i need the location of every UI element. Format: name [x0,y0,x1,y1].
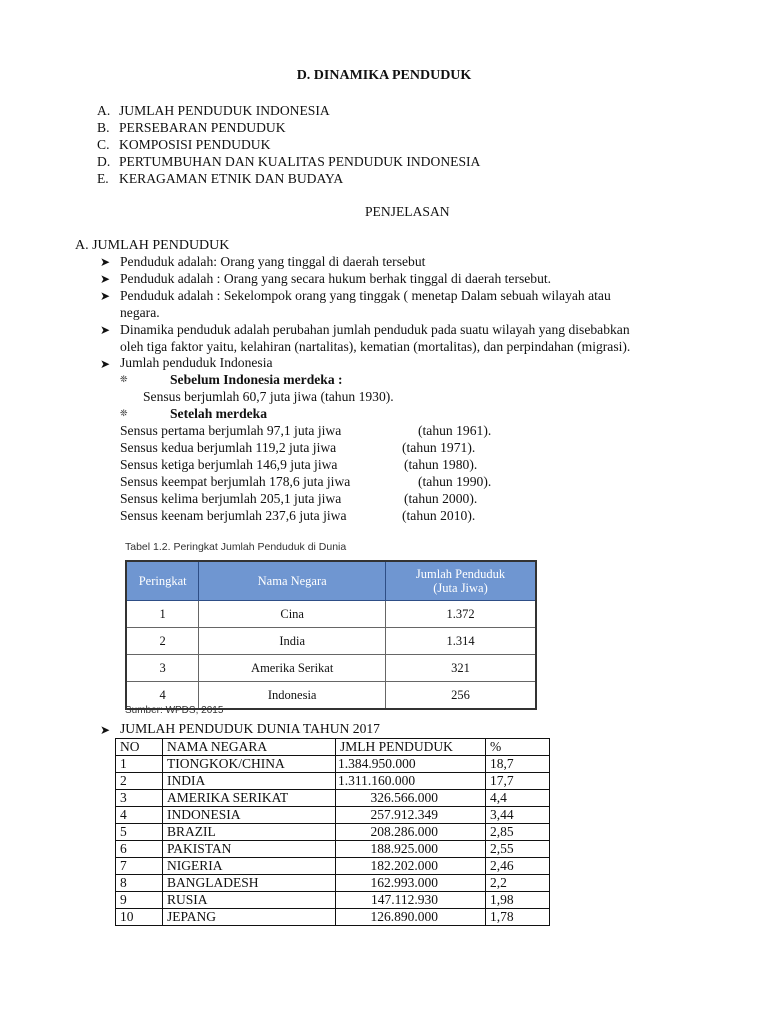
cell: Amerika Serikat [199,655,386,682]
outline-item: PERSEBARAN PENDUDUK [119,120,286,135]
sub-heading-before: Sebelum Indonesia merdeka : [170,372,343,387]
cell: 162.993.000 [336,875,486,892]
census-line: Sensus kelima berjumlah 205,1 juta jiwa [120,491,342,506]
cell: 326.566.000 [336,790,486,807]
cell: 2,2 [486,875,550,892]
cell: 8 [116,875,163,892]
header-cell: % [486,739,550,756]
outline-item: KERAGAMAN ETNIK DAN BUDAYA [119,171,344,186]
header-cell: NAMA NEGARA [163,739,336,756]
arrow-bullet-icon: ➤ [100,272,111,286]
census-line: Sensus keenam berjumlah 237,6 juta jiwa [120,508,347,523]
bullet-text: Penduduk adalah: Orang yang tinggal di daerah tersebut [120,254,426,269]
outline-marker: C. [97,137,110,152]
cell: INDONESIA [163,807,336,824]
cell: 4 [116,807,163,824]
cell: JEPANG [163,909,336,926]
header-cell: Peringkat [126,561,199,601]
cell: 3 [116,790,163,807]
cell: 2,46 [486,858,550,875]
cell: NIGERIA [163,858,336,875]
bullet-text-cont: oleh tiga faktor yaitu, kelahiran (nartalitas), kematian (mortalitas), dan perpindahan (migrasi). [120,339,631,354]
penjelasan-heading: PENJELASAN [365,204,450,219]
star-bullet-icon: ❊ [120,374,128,384]
cell: 1.384.950.000 [336,756,486,773]
cell: 1 [116,756,163,773]
cell: 2,85 [486,824,550,841]
table-row [116,892,550,909]
cell: 1 [126,601,199,628]
census-1930: Sensus berjumlah 60,7 juta jiwa (tahun 1930). [143,389,394,404]
census-line: Sensus ketiga berjumlah 146,9 juta jiwa [120,457,338,472]
table-row [116,773,550,790]
cell: BRAZIL [163,824,336,841]
header-cell [386,561,536,601]
header-cell: Nama Negara [199,561,386,601]
census-year: (tahun 1990). [418,474,492,489]
cell: 2 [116,773,163,790]
outline-marker: E. [97,171,109,186]
table-row [116,858,550,875]
cell: Cina [199,601,386,628]
census-year: (tahun 1961). [418,423,492,438]
cell: 147.112.930 [336,892,486,909]
table-row [116,756,550,773]
world-population-table [115,738,550,926]
cell: 321 [386,655,536,682]
cell: 18,7 [486,756,550,773]
cell: 4 [126,682,199,710]
bullet-text: Penduduk adalah : Orang yang secara hukum berhak tinggal di daerah tersebut. [120,271,552,286]
census-year: (tahun 1980). [404,457,478,472]
table-row [116,807,550,824]
arrow-bullet-icon: ➤ [100,357,111,371]
cell: 188.925.000 [336,841,486,858]
arrow-bullet-icon: ➤ [100,323,111,337]
cell: RUSIA [163,892,336,909]
table-row [126,628,536,655]
table-row [116,841,550,858]
cell: 1.311.160.000 [336,773,486,790]
cell: 1,98 [486,892,550,909]
bullet-text-cont: negara. [120,305,160,320]
header-line: (Juta Jiwa) [433,581,488,595]
cell: 257.912.349 [336,807,486,824]
census-line: Sensus keempat berjumlah 178,6 juta jiwa [120,474,351,489]
cell: 3 [126,655,199,682]
cell: 17,7 [486,773,550,790]
cell: 182.202.000 [336,858,486,875]
cell: 1,78 [486,909,550,926]
cell: 2 [126,628,199,655]
table-row [116,875,550,892]
outline-marker: D. [97,154,111,169]
table-row [116,824,550,841]
cell: 9 [116,892,163,909]
arrow-bullet-icon: ➤ [100,255,111,269]
census-year: (tahun 2000). [404,491,478,506]
cell: 10 [116,909,163,926]
star-bullet-icon: ❊ [120,408,128,418]
cell: 5 [116,824,163,841]
cell: 126.890.000 [336,909,486,926]
world-heading: JUMLAH PENDUDUK DUNIA TAHUN 2017 [120,721,380,736]
header-line: Jumlah Penduduk [415,567,506,581]
bullet-text: Penduduk adalah : Sekelompok orang yang tinggak ( menetap Dalam sebuah wilayah atau [120,288,611,303]
table12-caption: Tabel 1.2. Peringkat Jumlah Penduduk di Dunia [125,541,347,553]
census-year: (tahun 2010). [402,508,476,523]
outline-marker: A. [97,103,111,118]
arrow-bullet-icon: ➤ [100,289,111,303]
outline-item: JUMLAH PENDUDUK INDONESIA [119,103,330,118]
sub-heading-after: Setelah merdeka [170,406,268,421]
page-title: D. DINAMIKA PENDUDUK [296,68,472,83]
bullet-text: Jumlah penduduk Indonesia [120,355,273,370]
arrow-bullet-icon: ➤ [100,723,111,737]
table-row [116,909,550,926]
cell: 1.314 [386,628,536,655]
header-cell: NO [116,739,163,756]
cell: INDIA [163,773,336,790]
section-heading: A. JUMLAH PENDUDUK [75,238,230,253]
cell: 6 [116,841,163,858]
cell: 7 [116,858,163,875]
cell: 1.372 [386,601,536,628]
table-row [116,790,550,807]
cell: 4,4 [486,790,550,807]
cell: PAKISTAN [163,841,336,858]
cell: Indonesia [199,682,386,710]
census-line: Sensus kedua berjumlah 119,2 juta jiwa [120,440,337,455]
table-row [126,601,536,628]
table12-source: Sumber: WPDS, 2015 [125,705,224,716]
outline-item: KOMPOSISI PENDUDUK [119,137,271,152]
census-line: Sensus pertama berjumlah 97,1 juta jiwa [120,423,342,438]
cell: 2,55 [486,841,550,858]
cell: 3,44 [486,807,550,824]
cell: BANGLADESH [163,875,336,892]
bullet-text: Dinamika penduduk adalah perubahan jumlah penduduk pada suatu wilayah yang disebabkan [120,322,630,337]
table-header-row [116,739,550,756]
cell: TIONGKOK/CHINA [163,756,336,773]
cell: India [199,628,386,655]
table-header-row [126,561,536,601]
cell: 256 [386,682,536,710]
outline-item: PERTUMBUHAN DAN KUALITAS PENDUDUK INDONESIA [119,154,481,169]
table-row [126,655,536,682]
outline-marker: B. [97,120,110,135]
ranking-table [125,560,537,710]
census-year: (tahun 1971). [402,440,476,455]
cell: 208.286.000 [336,824,486,841]
header-cell: JMLH PENDUDUK [336,739,486,756]
cell: AMERIKA SERIKAT [163,790,336,807]
